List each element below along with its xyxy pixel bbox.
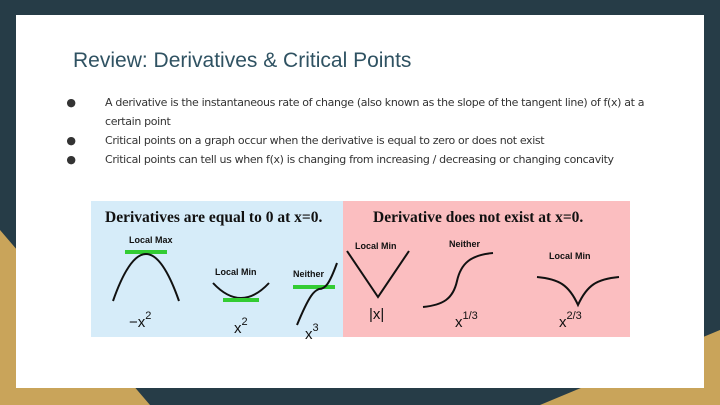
derivative-dne-panel	[343, 201, 630, 337]
graph-local-max	[113, 235, 179, 331]
bullet-dot-icon: ●	[66, 134, 76, 147]
graph-local-min	[213, 267, 269, 337]
graph-label: Local Min	[355, 241, 397, 251]
curve-abs-x	[347, 251, 409, 297]
slide-title: Review: Derivatives & Critical Points	[73, 49, 412, 72]
graph-label: Local Min	[549, 251, 591, 261]
function-label: $x^3$	[305, 322, 319, 343]
bullet-list	[63, 93, 653, 169]
function-label: $-x^2$	[129, 310, 152, 331]
bullet-text: Critical points can tell us when f(x) is changing from increasing / decreasing or changing concavity	[105, 153, 614, 166]
derivative-zero-panel	[91, 201, 355, 343]
function-label: $x^{1/3}$	[455, 310, 478, 331]
curve-neg-x-squared	[113, 254, 179, 301]
bullet-dot-icon: ●	[66, 153, 76, 166]
graph-neither	[293, 263, 337, 343]
graph-two-thirds	[537, 251, 619, 331]
curve-two-thirds	[537, 277, 619, 305]
curve-cube-root	[423, 253, 493, 307]
derivative-dne-graphs	[343, 201, 630, 337]
curve-x-squared	[213, 283, 269, 298]
bullet-text: A derivative is the instantaneous rate of change (also known as the slope of the tangent line) of f(x) at a certain point	[105, 96, 645, 128]
derivative-zero-title: Derivatives are equal to 0 at x=0.	[105, 209, 323, 226]
bullet-item	[63, 150, 653, 169]
graph-label: Local Min	[215, 267, 257, 277]
function-label: $x^2$	[234, 316, 248, 337]
function-label: |x|	[369, 306, 385, 323]
graph-abs-x	[347, 241, 409, 323]
graph-label: Neither	[449, 239, 481, 249]
slide-canvas	[16, 15, 704, 388]
bullet-item	[63, 131, 653, 150]
bullet-item	[63, 93, 653, 131]
graph-label: Local Max	[129, 235, 173, 245]
derivative-zero-graphs	[91, 201, 355, 343]
graph-label: Neither	[293, 269, 325, 279]
derivative-dne-title: Derivative does not exist at x=0.	[373, 209, 584, 226]
bullet-dot-icon: ●	[66, 96, 76, 109]
bullet-text: Critical points on a graph occur when the derivative is equal to zero or does not exist	[105, 134, 545, 147]
function-label: $x^{2/3}$	[559, 310, 582, 331]
graph-cube-root	[423, 239, 493, 331]
